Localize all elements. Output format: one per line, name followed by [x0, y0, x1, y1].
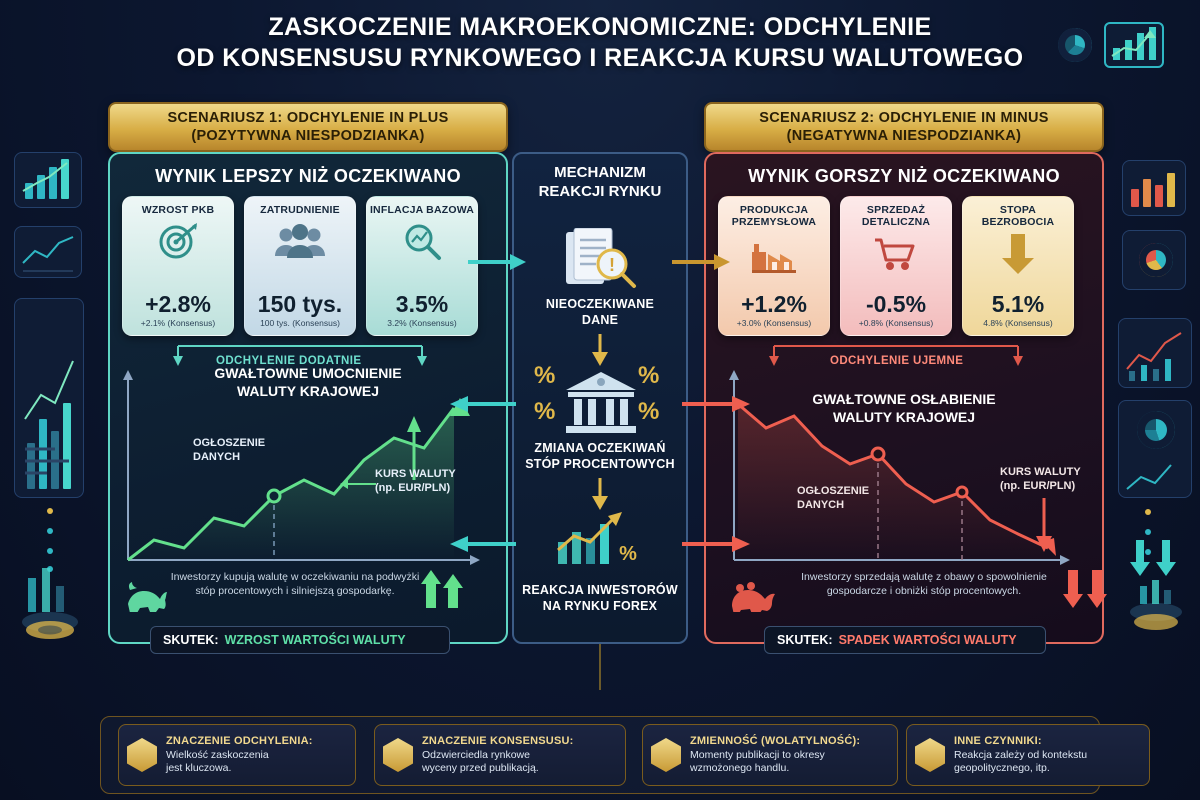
footer-note-title: ZMIENNOŚĆ (WOLATYLNOŚĆ): [690, 735, 861, 748]
indicator-card-retail-sales [840, 196, 952, 336]
center-stem-icon [596, 644, 604, 690]
footer-note-text2: jest kluczowa. [166, 762, 232, 775]
mechanism-title-line2: REAKCJI RYNKU [538, 182, 662, 200]
footer-note-2 [374, 724, 626, 786]
scenario-right-note: Inwestorzy sprzedają walutę z obawy o spowolnienie gospodarcze i obniżki stóp procentowych. [801, 571, 1047, 598]
hex-bullet-icon [127, 738, 157, 772]
bank-icon [556, 368, 646, 440]
chart-caption-right-line2: WALUTY KRAJOWEJ [832, 409, 976, 426]
footer-note-text1: Reakcja zależy od kontekstu [954, 748, 1088, 761]
footer-note-title: ZNACZENIE ODCHYLENIA: [166, 735, 313, 748]
indicator-consensus: +0.8% (Konsensus) [858, 318, 934, 328]
indicator-consensus: 4.8% (Konsensus) [983, 318, 1053, 328]
donut-chart-icon [1058, 28, 1092, 62]
chart-caption-left-line1: GWAŁTOWNE UMOCNIENIE [214, 365, 402, 381]
magnifier-icon [400, 216, 444, 268]
footer-note-title: ZNACZENIE KONSENSUSU: [422, 735, 574, 748]
bull-icon [122, 578, 168, 612]
mechanism-title [512, 164, 688, 202]
footer-note-3 [642, 724, 898, 786]
decor-down-arrows-right [1118, 540, 1194, 650]
arrow-down-step1-icon [588, 334, 612, 368]
announcement-label-left: OGŁOSZENIE DANYCH [193, 437, 266, 463]
connector-center-to-left-chart-icon [448, 392, 518, 416]
indicator-label: INFLACJA BAZOWA [369, 204, 475, 216]
page-title-line2: OD KONSENSUSU RYNKOWEGO I REAKCJA KURSU WALUTOWEGO [176, 43, 1024, 72]
bar-chart-icon [1104, 22, 1164, 68]
hex-bullet-icon [651, 738, 681, 772]
indicator-consensus: +3.0% (Konsensus) [736, 318, 812, 328]
arrow-down-step2-icon [588, 478, 612, 512]
footer-note-text2: geopolitycznego, itp. [954, 762, 1050, 775]
down-arrow-icon [998, 228, 1038, 280]
result-value-right: SPADEK WARTOŚCI WALUTY [838, 633, 1017, 647]
factory-icon [746, 228, 802, 280]
scenario-right-ribbon-line1: SCENARIUSZ 2: ODCHYLENIE IN MINUS [759, 109, 1049, 126]
indicator-card-industrial-production [718, 196, 830, 336]
percent-symbol-1: % [534, 362, 556, 389]
indicator-value: +1.2% [741, 291, 807, 317]
series-pointer-left-icon [340, 476, 380, 492]
series-label-right: KURS WALUTY (np. EUR/PLN) [1000, 466, 1081, 492]
decor-card-left-2 [14, 226, 82, 278]
connector-left-to-center-icon [468, 250, 528, 274]
footer-note-text1: Wielkość zaskoczenia [166, 748, 269, 761]
indicator-label: SPRZEDAŻ DETALICZNA [861, 204, 931, 229]
result-value-left: WZROST WARTOŚCI WALUTY [224, 633, 406, 647]
result-badge-left [150, 626, 450, 654]
decor-card-right-4 [1118, 400, 1192, 498]
footer-note-1 [118, 724, 356, 786]
mechanism-title-line1: MECHANIZM [554, 164, 646, 181]
result-badge-right [764, 626, 1046, 654]
indicator-card-employment [244, 196, 356, 336]
series-label-left: KURS WALUTY (np. EUR/PLN) [375, 468, 456, 494]
connector-center-to-right-chart-icon [682, 392, 752, 416]
series-pointer-right-icon [1032, 498, 1056, 554]
footer-note-title: INNE CZYNNIKI: [954, 735, 1042, 748]
footer-note-text1: Odzwierciedla rynkowe [422, 748, 530, 761]
indicator-card-unemployment [962, 196, 1074, 336]
result-key-right: SKUTEK: [777, 633, 833, 647]
announcement-label-right: OGŁOSZENIE DANYCH [797, 485, 870, 511]
scenario-left-ribbon-line2: (POZYTYWNA NIESPODZIANKA) [191, 128, 425, 144]
connector-forex-to-right-icon [682, 532, 752, 556]
cart-icon [871, 228, 921, 280]
scenario-left-ribbon-line1: SCENARIUSZ 1: ODCHYLENIE IN PLUS [167, 109, 449, 126]
decor-coin-stack-left [12, 560, 88, 650]
footer-note-text2: wyceny przed publikacją. [422, 762, 539, 775]
footer-note-text1: Momenty publikacji to okresy [690, 748, 825, 761]
indicator-consensus: 3.2% (Konsensus) [387, 318, 457, 328]
mechanism-step3-label: REAKCJA INWESTORÓW NA RYNKU FOREX [522, 583, 678, 614]
percent-symbol-2: % [638, 362, 660, 389]
indicator-value: 150 tys. [257, 291, 343, 317]
footer-note-text2: wzmożonego handlu. [690, 762, 790, 775]
svg-text:!: ! [609, 255, 615, 275]
chart-caption-right-line1: GWAŁTOWNE OSŁABIENIE [812, 391, 996, 407]
indicator-consensus: 100 tys. (Konsensus) [260, 318, 340, 328]
indicator-consensus: +2.1% (Konsensus) [140, 318, 216, 328]
scenario-right-panel-title: WYNIK GORSZY NIŻ OCZEKIWANO [748, 166, 1060, 186]
chart-caption-left-line2: WALUTY KRAJOWEJ [236, 383, 380, 399]
page-title-line1: ZASKOCZENIE MAKROEKONOMICZNE: ODCHYLENIE [268, 13, 932, 41]
indicator-card-gdp [122, 196, 234, 336]
up-arrows-left-icon [418, 570, 474, 610]
scenario-left-ribbon [108, 102, 508, 152]
scenario-left-note: Inwestorzy kupują walutę w oczekiwaniu na podwyżki stóp procentowych i silniejszą gospodarkę. [170, 571, 420, 598]
indicator-label: STOPA BEZROBOCIA [981, 204, 1055, 229]
decor-card-right-3 [1118, 318, 1192, 388]
indicator-label: PRODUKCJA PRZEMYSŁOWA [731, 204, 817, 229]
indicator-value: 3.5% [395, 291, 449, 317]
svg-text:%: % [619, 543, 637, 565]
indicator-label: ZATRUDNIENIE [260, 204, 340, 216]
target-icon [156, 216, 200, 268]
footer-note-4 [906, 724, 1150, 786]
connector-center-to-right-icon [672, 250, 732, 274]
indicator-card-core-inflation [366, 196, 478, 336]
scenario-left-panel-title: WYNIK LEPSZY NIŻ OCZEKIWANO [155, 166, 461, 186]
percent-symbol-4: % [638, 398, 660, 425]
scenario-right-ribbon [704, 102, 1104, 152]
indicator-value: 5.1% [991, 291, 1045, 317]
scenario-right-ribbon-line2: (NEGATYWNA NIESPODZIANKA) [786, 128, 1022, 144]
growth-chart-percent-icon [552, 508, 648, 570]
decor-card-left-1 [14, 152, 82, 208]
deviation-label-right: ODCHYLENIE UJEMNE [830, 355, 964, 367]
decor-card-right-1 [1122, 160, 1186, 216]
decor-card-right-2 [1122, 230, 1186, 290]
document-magnifier-icon [556, 228, 644, 294]
page-title [0, 12, 1200, 73]
mechanism-step2-label: ZMIANA OCZEKIWAŃ STÓP PROCENTOWYCH [525, 441, 675, 472]
deviation-label-left: ODCHYLENIE DODATNIE [216, 355, 362, 367]
indicator-value: +2.8% [145, 291, 211, 317]
indicator-label: WZROST PKB [141, 204, 215, 216]
hex-bullet-icon [383, 738, 413, 772]
people-icon [270, 216, 330, 268]
hex-bullet-icon [915, 738, 945, 772]
mechanism-step1-label: NIEOCZEKIWANE DANE [545, 297, 655, 328]
indicator-value: -0.5% [865, 291, 927, 317]
decor-card-left-3 [14, 298, 84, 498]
bear-icon [726, 578, 782, 612]
percent-symbol-3: % [534, 398, 556, 425]
result-key-left: SKUTEK: [163, 633, 219, 647]
down-arrows-right-icon [1060, 570, 1120, 610]
connector-forex-to-left-icon [448, 532, 518, 556]
